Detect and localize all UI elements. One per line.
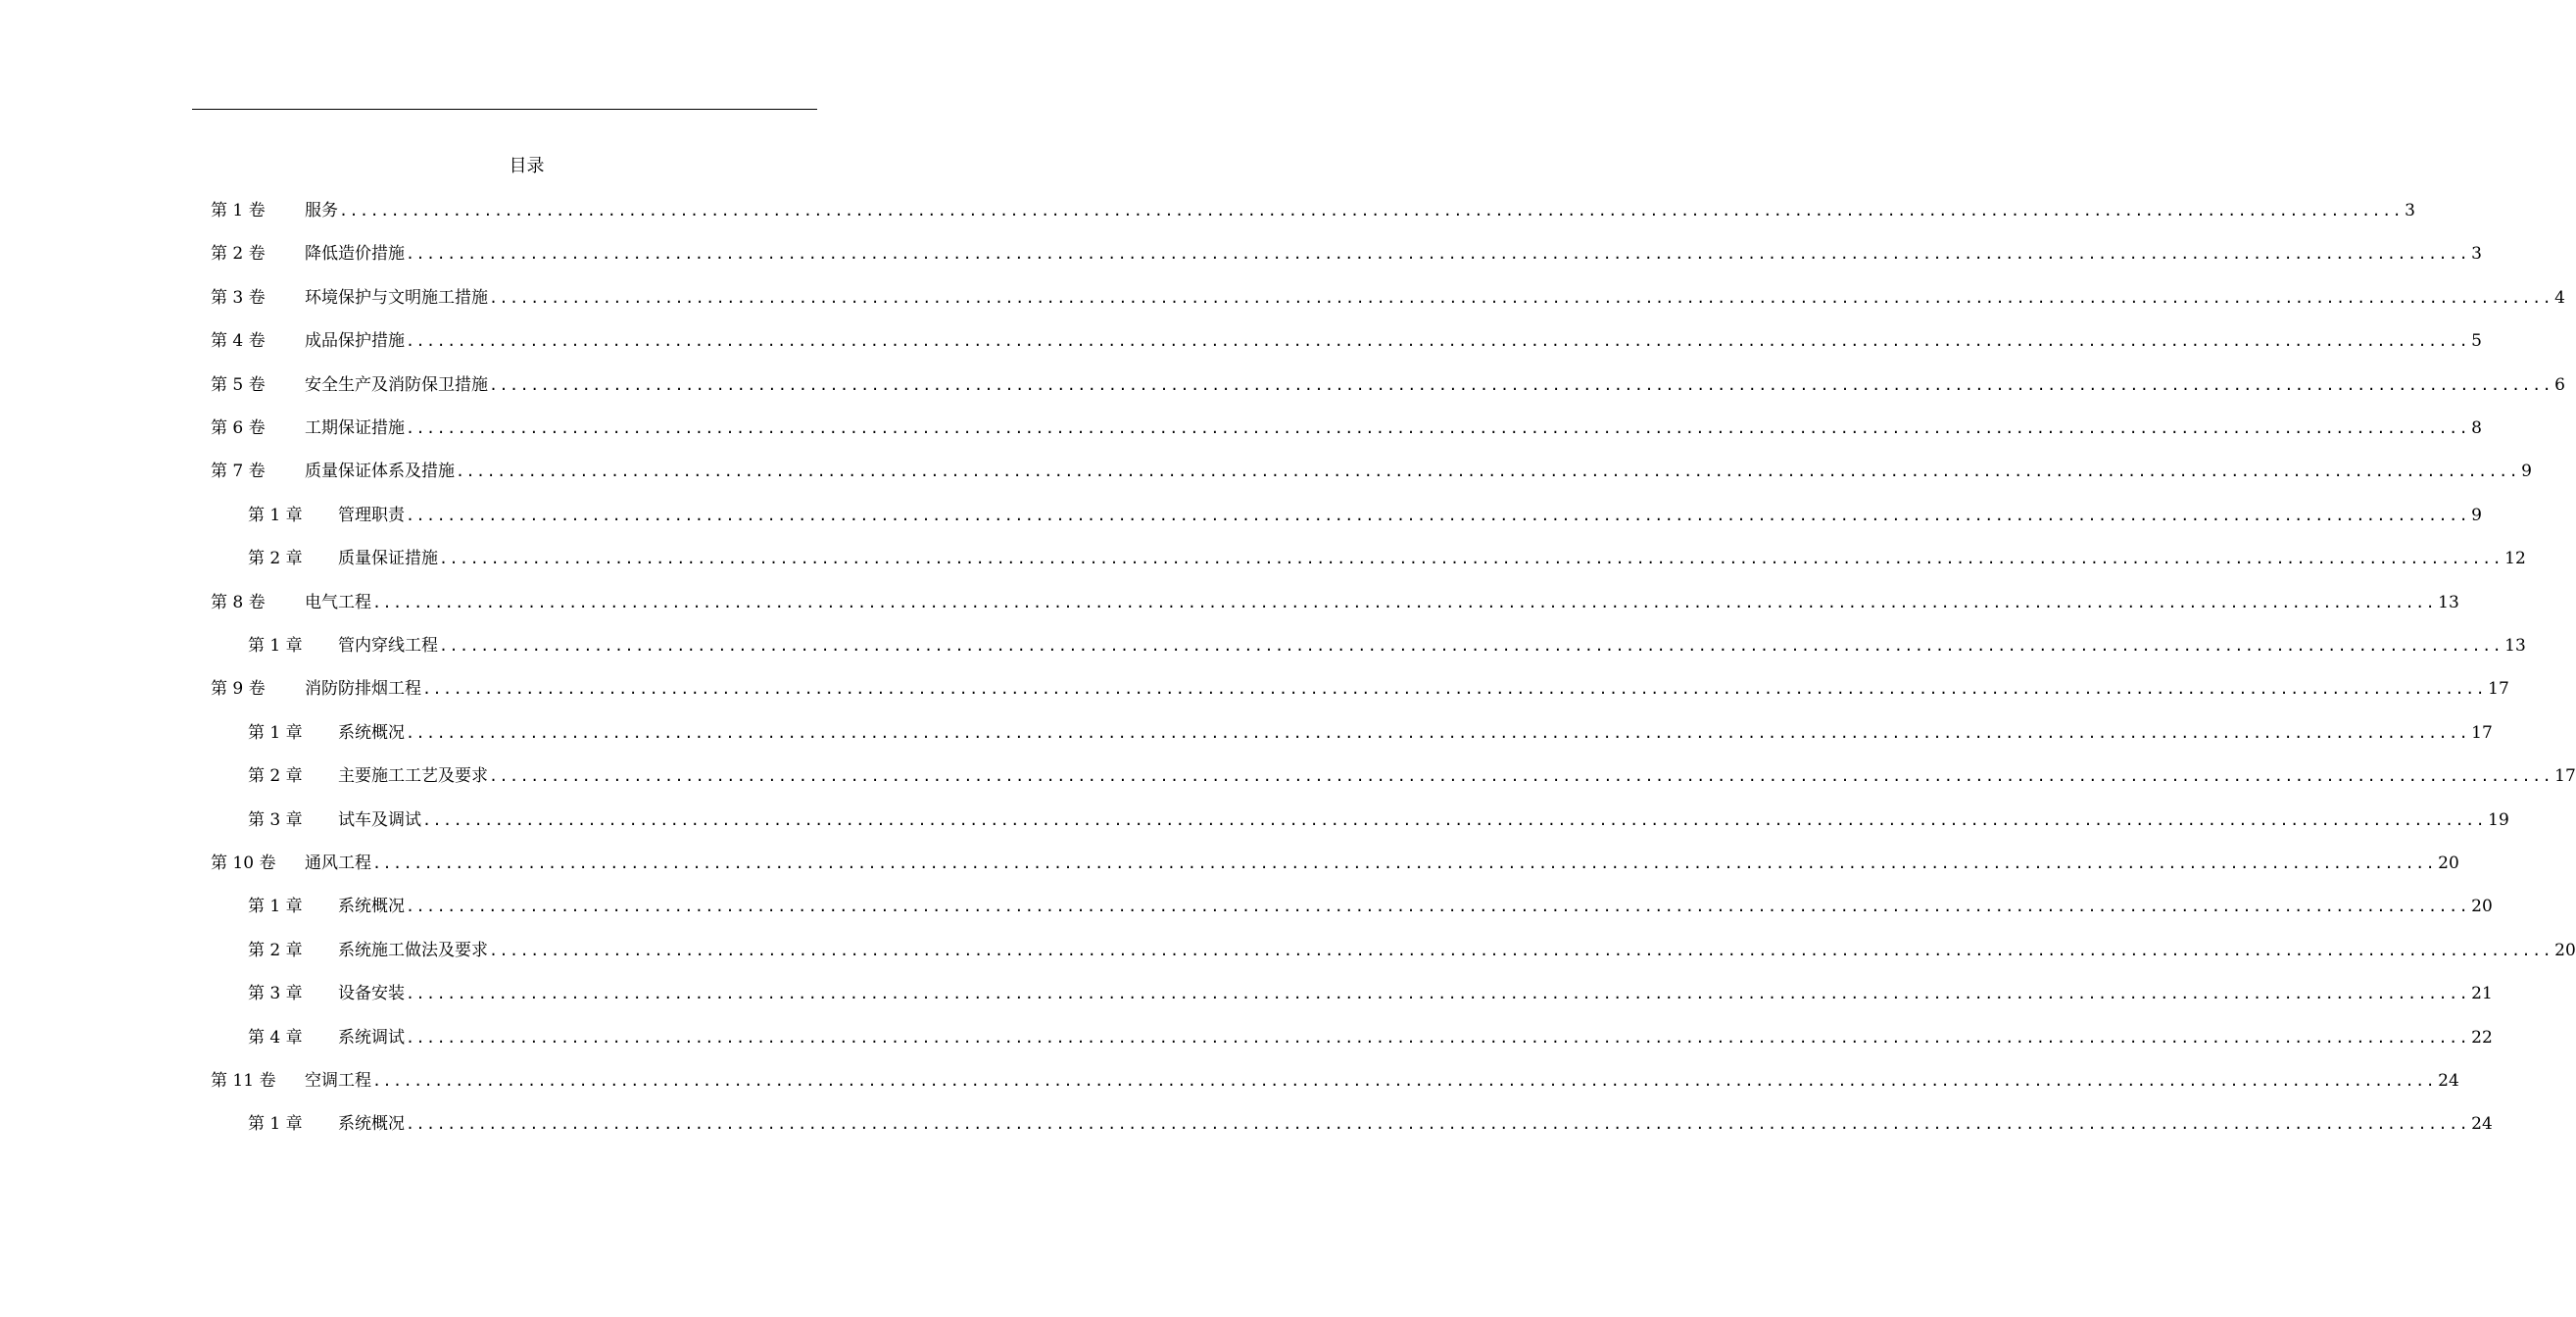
toc-entry-page-number: 19 (2488, 810, 2509, 830)
toc-entry-title: 环境保护与文明施工措施 (305, 288, 488, 308)
toc-dot-leader: ........................................................................................................................................................................................................ (489, 376, 2553, 394)
toc-entry-label: 第 9 卷 (211, 679, 266, 699)
toc-entry-label: 第 5 卷 (211, 375, 266, 395)
toc-entry-title: 试车及调试 (338, 810, 421, 830)
toc-entry-volume[interactable] (211, 590, 2459, 615)
toc-dot-leader: ........................................................................................................................................................................................................ (339, 202, 2404, 220)
toc-dot-leader: ........................................................................................................................................................................................................ (406, 1029, 2470, 1047)
toc-entry-title: 质量保证体系及措施 (305, 462, 455, 481)
toc-entry-title: 服务 (305, 201, 338, 220)
toc-entry-title: 系统概况 (338, 723, 405, 743)
toc-entry-volume[interactable] (211, 285, 2565, 311)
toc-entry-label: 第 8 卷 (211, 593, 266, 612)
toc-entry-label: 第 2 章 (248, 941, 303, 960)
toc-entry-title: 质量保证措施 (338, 549, 438, 568)
toc-entry-title: 设备安装 (338, 984, 405, 1003)
toc-entry-volume[interactable] (211, 241, 2482, 267)
toc-dot-leader: ........................................................................................................................................................................................................ (422, 811, 2487, 829)
toc-entry-chapter[interactable] (248, 720, 2493, 746)
toc-entry-page-number: 22 (2471, 1028, 2493, 1048)
toc-dot-leader: ........................................................................................................................................................................................................ (406, 332, 2470, 350)
toc-dot-leader: ........................................................................................................................................................................................................ (406, 985, 2470, 1002)
toc-entry-volume[interactable] (211, 372, 2565, 398)
toc-entry-volume[interactable] (211, 1068, 2459, 1094)
toc-entry-label: 第 1 章 (248, 506, 303, 525)
toc-dot-leader: ........................................................................................................................................................................................................ (406, 724, 2470, 742)
toc-entry-page-number: 8 (2471, 418, 2482, 438)
toc-entry-volume[interactable] (211, 851, 2459, 876)
toc-entry-title: 通风工程 (305, 854, 371, 873)
toc-dot-leader: ........................................................................................................................................................................................................ (489, 289, 2553, 307)
toc-entry-title: 管内穿线工程 (338, 636, 438, 656)
toc-entry-label: 第 10 卷 (211, 854, 276, 873)
toc-entry-chapter[interactable] (248, 1025, 2493, 1050)
toc-entry-volume[interactable] (211, 198, 2415, 223)
toc-entry-title: 成品保护措施 (305, 331, 405, 351)
toc-dot-leader: ........................................................................................................................................................................................................ (406, 507, 2470, 524)
toc-entry-volume[interactable] (211, 328, 2482, 354)
toc-entry-title: 主要施工工艺及要求 (338, 766, 488, 786)
toc-entry-chapter[interactable] (248, 1111, 2493, 1137)
header-rule (192, 109, 817, 110)
toc-dot-leader: ........................................................................................................................................................................................................ (439, 637, 2503, 655)
toc-entry-label: 第 4 卷 (211, 331, 266, 351)
toc-entry-title: 系统施工做法及要求 (338, 941, 488, 960)
toc-entry-volume[interactable] (211, 459, 2532, 484)
toc-entry-chapter[interactable] (248, 981, 2493, 1006)
toc-entry-title: 安全生产及消防保卫措施 (305, 375, 488, 395)
toc-dot-leader: ........................................................................................................................................................................................................ (456, 463, 2520, 480)
toc-dot-leader: ........................................................................................................................................................................................................ (372, 594, 2437, 611)
toc-entry-title: 系统概况 (338, 897, 405, 916)
toc-entry-page-number: 21 (2471, 984, 2493, 1003)
toc-dot-leader: ........................................................................................................................................................................................................ (372, 854, 2437, 872)
toc-entry-title: 工期保证措施 (305, 418, 405, 438)
toc-entry-label: 第 1 章 (248, 723, 303, 743)
toc-entry-page-number: 24 (2438, 1071, 2459, 1091)
toc-entry-volume[interactable] (211, 415, 2482, 441)
toc-entry-page-number: 13 (2504, 636, 2526, 656)
toc-entry-chapter[interactable] (248, 763, 2576, 789)
toc-entry-chapter[interactable] (248, 807, 2509, 833)
toc-entry-volume[interactable] (211, 676, 2509, 702)
toc-entry-page-number: 20 (2438, 854, 2459, 873)
toc-entry-page-number: 9 (2521, 462, 2532, 481)
toc-dot-leader: ........................................................................................................................................................................................................ (489, 942, 2553, 959)
toc-dot-leader: ........................................................................................................................................................................................................ (489, 767, 2553, 785)
toc-entry-page-number: 17 (2488, 679, 2509, 699)
toc-entry-page-number: 17 (2471, 723, 2493, 743)
toc-entry-page-number: 4 (2554, 288, 2565, 308)
toc-entry-title: 管理职责 (338, 506, 405, 525)
toc-entry-label: 第 6 卷 (211, 418, 266, 438)
toc-entry-chapter[interactable] (248, 546, 2526, 571)
toc-entry-label: 第 7 卷 (211, 462, 266, 481)
toc-entry-page-number: 24 (2471, 1114, 2493, 1134)
toc-entry-label: 第 3 章 (248, 810, 303, 830)
toc-entry-label: 第 2 卷 (211, 244, 266, 264)
toc-dot-leader: ........................................................................................................................................................................................................ (406, 419, 2470, 437)
toc-entry-chapter[interactable] (248, 938, 2576, 963)
toc-entry-page-number: 3 (2471, 244, 2482, 264)
toc-entry-page-number: 12 (2504, 549, 2526, 568)
toc-dot-leader: ........................................................................................................................................................................................................ (406, 1115, 2470, 1133)
toc-entry-page-number: 3 (2405, 201, 2415, 220)
toc-entry-label: 第 1 章 (248, 897, 303, 916)
toc-entry-label: 第 1 章 (248, 636, 303, 656)
toc-entry-label: 第 2 章 (248, 549, 303, 568)
toc-entry-page-number: 5 (2471, 331, 2482, 351)
toc-entry-label: 第 3 卷 (211, 288, 266, 308)
page-title: 目录 (509, 156, 545, 176)
toc-dot-leader: ........................................................................................................................................................................................................ (406, 245, 2470, 263)
toc-entry-label: 第 3 章 (248, 984, 303, 1003)
toc-entry-page-number: 9 (2471, 506, 2482, 525)
toc-entry-label: 第 11 卷 (211, 1071, 276, 1091)
toc-entry-title: 系统调试 (338, 1028, 405, 1048)
toc-dot-leader: ........................................................................................................................................................................................................ (406, 898, 2470, 915)
toc-entry-page-number: 20 (2554, 941, 2576, 960)
toc-entry-title: 空调工程 (305, 1071, 371, 1091)
toc-entry-chapter[interactable] (248, 503, 2482, 528)
toc-entry-page-number: 6 (2554, 375, 2565, 395)
toc-entry-title: 消防防排烟工程 (305, 679, 421, 699)
toc-entry-title: 降低造价措施 (305, 244, 405, 264)
toc-entry-title: 系统概况 (338, 1114, 405, 1134)
toc-entry-page-number: 13 (2438, 593, 2459, 612)
toc-dot-leader: ........................................................................................................................................................................................................ (372, 1072, 2437, 1090)
toc-entry-page-number: 20 (2471, 897, 2493, 916)
toc-dot-leader: ........................................................................................................................................................................................................ (422, 680, 2487, 698)
toc-entry-page-number: 17 (2554, 766, 2576, 786)
toc-entry-label: 第 1 卷 (211, 201, 266, 220)
toc-dot-leader: ........................................................................................................................................................................................................ (439, 550, 2503, 567)
toc-entry-label: 第 1 章 (248, 1114, 303, 1134)
toc-entry-label: 第 2 章 (248, 766, 303, 786)
toc-entry-chapter[interactable] (248, 894, 2493, 919)
toc-entry-title: 电气工程 (305, 593, 371, 612)
toc-entry-chapter[interactable] (248, 633, 2526, 658)
toc-entry-label: 第 4 章 (248, 1028, 303, 1048)
